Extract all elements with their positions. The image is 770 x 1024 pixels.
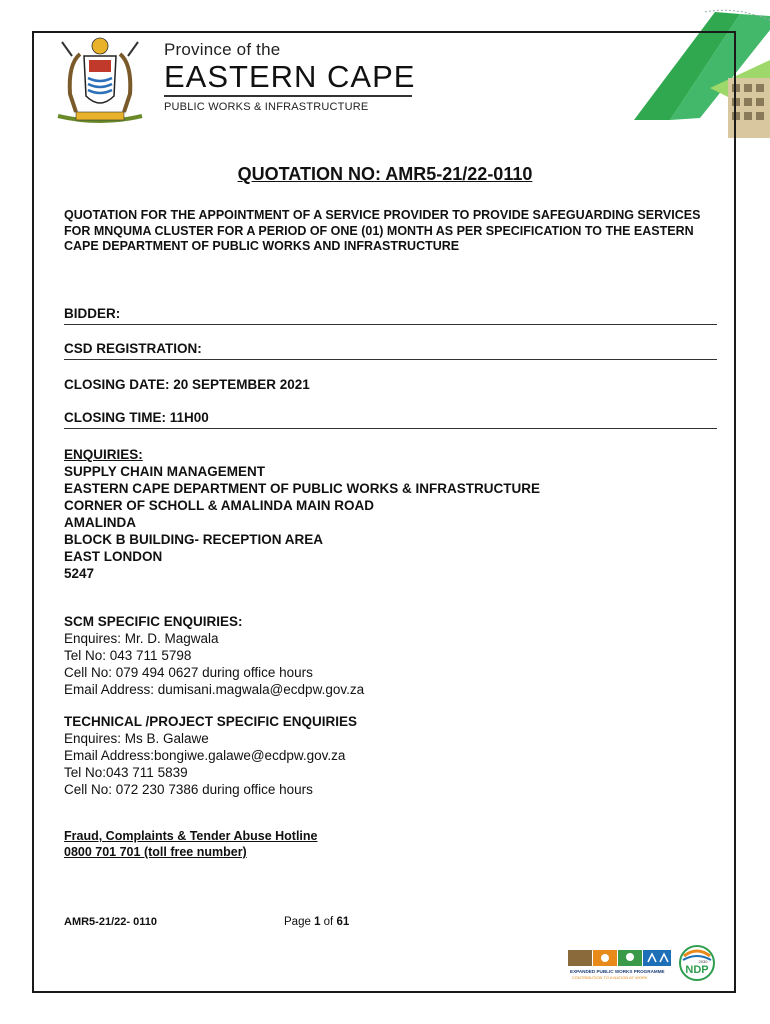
scm-cell: Cell No: 079 494 0627 during office hours bbox=[64, 665, 313, 680]
enquiries-line: BLOCK B BUILDING- RECEPTION AREA bbox=[64, 532, 323, 547]
enquiries-heading: ENQUIRIES: bbox=[64, 447, 143, 462]
enquiries-line: CORNER OF SCHOLL & AMALINDA MAIN ROAD bbox=[64, 498, 374, 513]
epwp-tagline: CONTRIBUTION TO A NATION AT WORK bbox=[572, 975, 648, 980]
scm-heading: SCM SPECIFIC ENQUIRIES: bbox=[64, 614, 243, 629]
hotline-title: Fraud, Complaints & Tender Abuse Hotline bbox=[64, 829, 318, 843]
epwp-text: EXPANDED PUBLIC WORKS PROGRAMME bbox=[570, 969, 665, 974]
enquiries-line: 5247 bbox=[64, 566, 95, 581]
enquiries-section bbox=[64, 446, 540, 582]
enquiries-line: SUPPLY CHAIN MANAGEMENT bbox=[64, 464, 266, 479]
page-current: 1 bbox=[314, 916, 321, 928]
quotation-title: QUOTATION NO: AMR5-21/22-0110 bbox=[237, 164, 533, 184]
bidder-field: BIDDER: bbox=[64, 306, 717, 325]
page-of: of bbox=[320, 916, 337, 928]
scm-tel: Tel No: 043 711 5798 bbox=[64, 648, 192, 663]
enquiries-line: AMALINDA bbox=[64, 515, 136, 530]
coat-of-arms-logo bbox=[40, 34, 160, 126]
technical-heading: TECHNICAL /PROJECT SPECIFIC ENQUIRIES bbox=[64, 714, 358, 729]
technical-email[interactable]: Email Address:bongiwe.galawe@ecdpw.gov.za bbox=[64, 748, 346, 763]
footer-page-number bbox=[284, 916, 349, 928]
closing-time-field: CLOSING TIME: 11H00 bbox=[64, 410, 717, 429]
footer-reference: AMR5-21/22- 0110 bbox=[64, 916, 157, 928]
scm-enquiries-section bbox=[64, 613, 364, 698]
technical-enquiries-section bbox=[64, 713, 357, 798]
csd-registration-field: CSD REGISTRATION: bbox=[64, 341, 717, 360]
page-total: 61 bbox=[336, 916, 350, 928]
enquiries-line: EASTERN CAPE DEPARTMENT OF PUBLIC WORKS & INFRASTRUCTURE bbox=[64, 481, 541, 496]
technical-contact-name: Enquires: Ms B. Galawe bbox=[64, 731, 209, 746]
scm-email[interactable]: Email Address: dumisani.magwala@ecdpw.gov.za bbox=[64, 682, 365, 697]
technical-cell: Cell No: 072 230 7386 during office hours bbox=[64, 782, 313, 797]
ndp-year: 2030 bbox=[698, 959, 708, 964]
letterhead bbox=[164, 40, 415, 113]
letterhead-department: PUBLIC WORKS & INFRASTRUCTURE bbox=[164, 100, 369, 113]
technical-tel: Tel No:043 711 5839 bbox=[64, 765, 188, 780]
letterhead-eastern-cape: EASTERN CAPE bbox=[164, 59, 416, 94]
ndp-logo bbox=[678, 944, 716, 982]
scm-contact-name: Enquires: Mr. D. Magwala bbox=[64, 631, 219, 646]
page-prefix: Page bbox=[284, 916, 315, 928]
letterhead-rule bbox=[164, 95, 412, 97]
enquiries-line: EAST LONDON bbox=[64, 549, 163, 564]
closing-date-field: CLOSING DATE: 20 SEPTEMBER 2021 bbox=[64, 377, 310, 392]
ndp-text: NDP bbox=[685, 964, 709, 976]
quotation-description: QUOTATION FOR THE APPOINTMENT OF A SERVICE PROVIDER TO PROVIDE SAFEGUARDING SERVICES FOR MNQUMA CLUSTER FOR A PERIOD OF ONE (01) MONTH AS PER SPECIFICATION TO THE EASTERN CAPE DEPARTMENT OF PUBLIC WORKS AND INFRASTRUCTURE bbox=[64, 208, 701, 253]
epwp-logo bbox=[566, 948, 676, 982]
letterhead-province: Province of the bbox=[164, 40, 281, 59]
hotline-section bbox=[64, 828, 318, 860]
hotline-number: 0800 701 701 (toll free number) bbox=[64, 845, 247, 859]
